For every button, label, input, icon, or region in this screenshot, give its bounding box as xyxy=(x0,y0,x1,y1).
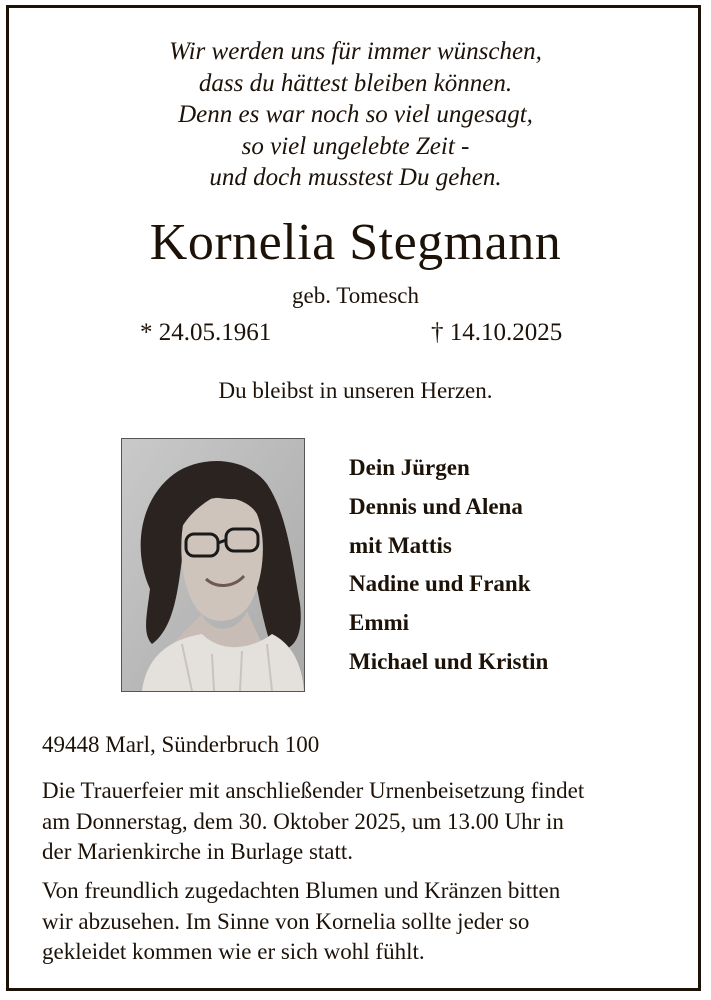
flowers-request xyxy=(42,876,560,968)
mourner-name: Nadine und Frank xyxy=(349,571,531,597)
birth-date: * 24.05.1961 xyxy=(140,319,272,346)
mourner-name: mit Mattis xyxy=(349,532,452,558)
ceremony-line: am Donnerstag, dem 30. Oktober 2025, um 13.00 Uhr in xyxy=(42,808,564,834)
poem-line: dass du hättest bleiben können. xyxy=(198,69,513,97)
poem-line: so viel ungelebte Zeit - xyxy=(241,132,470,160)
mourner-name: Emmi xyxy=(349,610,410,636)
motto: Du bleibst in unseren Herzen. xyxy=(218,378,493,403)
ceremony-notice xyxy=(42,776,584,868)
mourner-name: Michael und Kristin xyxy=(349,648,549,674)
poem-line: und doch musstest Du gehen. xyxy=(209,164,502,191)
mourner-name: Dein Jürgen xyxy=(349,455,470,480)
poem-line: Denn es war noch so viel ungesagt, xyxy=(178,101,533,128)
portrait-photo xyxy=(121,438,305,692)
request-line: wir abzusehen. Im Sinne von Kornelia sollte jeder so xyxy=(42,908,530,934)
poem xyxy=(0,36,711,194)
mourner-name: Dennis und Alena xyxy=(349,493,523,519)
request-line: gekleidet kommen wie er sich wohl fühlt. xyxy=(42,939,425,964)
ceremony-line: Die Trauerfeier mit anschließender Urnenbeisetzung findet xyxy=(42,778,585,803)
deceased-name: Kornelia Stegmann xyxy=(149,214,562,271)
maiden-name: geb. Tomesch xyxy=(292,283,419,308)
request-line: Von freundlich zugedachten Blumen und Kränzen bitten xyxy=(42,878,561,903)
ceremony-line: der Marienkirche in Burlage statt. xyxy=(42,839,354,864)
death-date: † 14.10.2025 xyxy=(431,319,563,346)
mourners-list xyxy=(349,449,548,682)
poem-line: Wir werden uns für immer wünschen, xyxy=(169,38,542,65)
address: 49448 Marl, Sünderbruch 100 xyxy=(42,732,320,757)
